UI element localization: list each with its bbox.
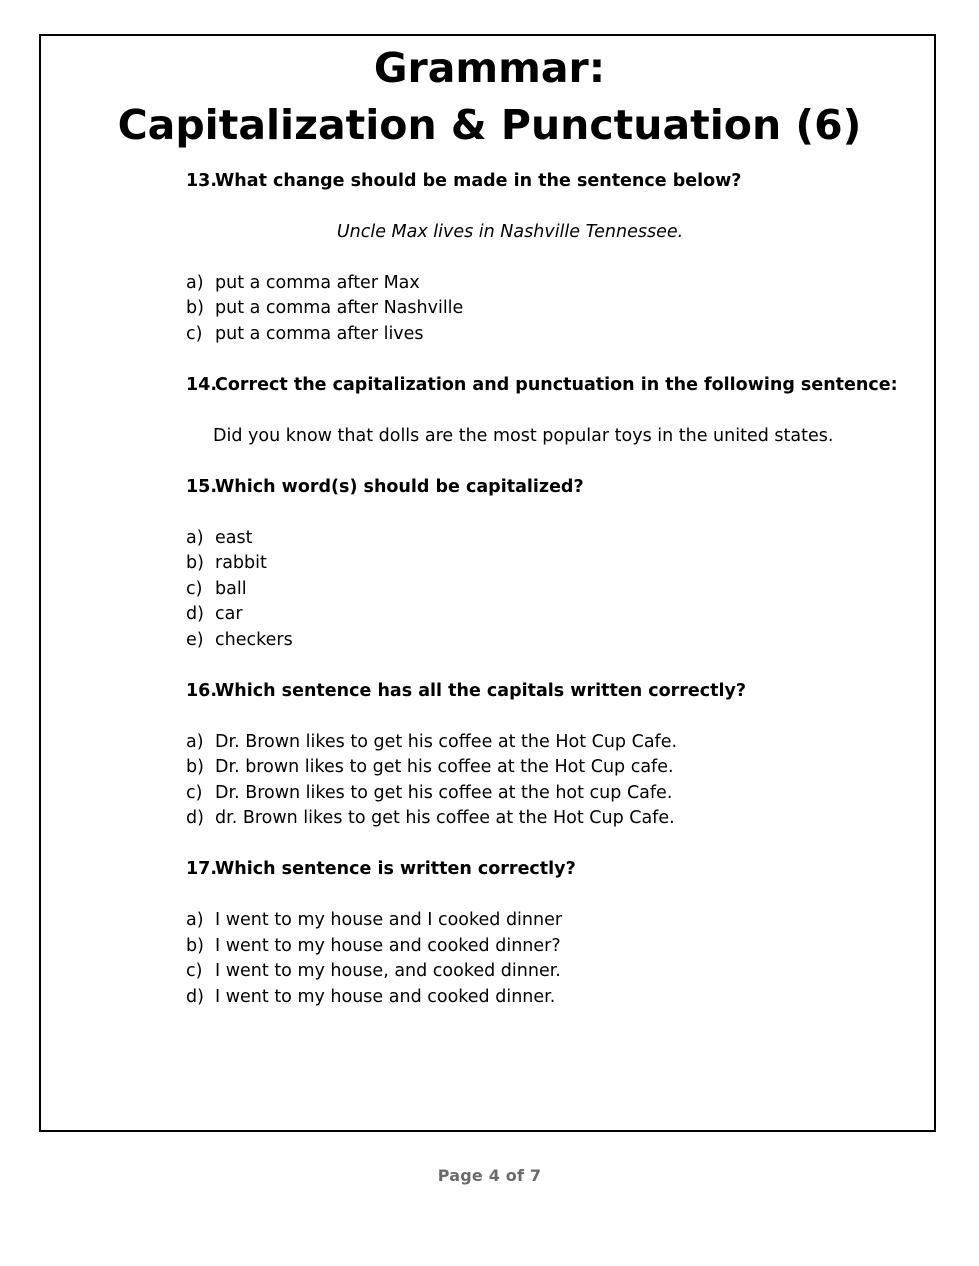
option-text: Dr. brown likes to get his coffee at the Hot Cup cafe. (215, 757, 674, 777)
option-letter: c) (186, 961, 203, 981)
option-text: put a comma after Nashville (215, 298, 464, 318)
question-number: 17. (186, 859, 218, 879)
option-letter: a) (186, 732, 204, 752)
question-14 (186, 372, 898, 398)
option-16c (186, 780, 672, 806)
option-letter: a) (186, 910, 204, 930)
option-letter: d) (186, 987, 204, 1007)
option-text: east (215, 528, 253, 548)
option-letter: d) (186, 808, 204, 828)
option-letter: a) (186, 528, 204, 548)
question-13-sentence: Uncle Max lives in Nashville Tennessee. (336, 222, 684, 242)
option-17c (186, 958, 561, 984)
option-text: I went to my house and I cooked dinner (215, 910, 563, 930)
option-letter: b) (186, 298, 204, 318)
page-number: Page 4 of 7 (437, 1166, 542, 1185)
question-15 (186, 474, 584, 500)
option-letter: c) (186, 579, 203, 599)
question-prompt: Which sentence has all the capitals written correctly? (215, 681, 747, 701)
question-number: 13. (186, 171, 218, 191)
option-text: I went to my house and cooked dinner? (215, 936, 561, 956)
option-text: Dr. Brown likes to get his coffee at the Hot Cup Cafe. (215, 732, 678, 752)
question-13 (186, 168, 741, 194)
option-15d (186, 601, 243, 627)
option-text: Dr. Brown likes to get his coffee at the hot cup Cafe. (215, 783, 673, 803)
option-text: checkers (215, 630, 293, 650)
option-16d (186, 805, 675, 831)
option-letter: b) (186, 757, 204, 777)
question-prompt: Which sentence is written correctly? (215, 859, 576, 879)
option-text: put a comma after Max (215, 273, 420, 293)
option-text: I went to my house, and cooked dinner. (215, 961, 561, 981)
option-letter: b) (186, 553, 204, 573)
option-text: rabbit (215, 553, 267, 573)
option-letter: d) (186, 604, 204, 624)
option-17d (186, 984, 555, 1010)
option-text: I went to my house and cooked dinner. (215, 987, 556, 1007)
option-15a (186, 525, 252, 551)
question-14-sentence: Did you know that dolls are the most popular toys in the united states. (213, 426, 834, 446)
question-prompt: What change should be made in the sentence below? (215, 171, 742, 191)
question-number: 15. (186, 477, 218, 497)
question-prompt: Correct the capitalization and punctuation in the following sentence: (215, 375, 898, 395)
option-13b (186, 295, 463, 321)
question-number: 16. (186, 681, 218, 701)
option-17b (186, 933, 561, 959)
option-text: ball (215, 579, 247, 599)
question-prompt: Which word(s) should be capitalized? (215, 477, 584, 497)
option-15b (186, 550, 267, 576)
option-text: put a comma after lives (215, 324, 424, 344)
option-15c (186, 576, 247, 602)
option-text: dr. Brown likes to get his coffee at the Hot Cup Cafe. (215, 808, 675, 828)
option-16a (186, 729, 677, 755)
option-13a (186, 270, 420, 296)
question-16 (186, 678, 746, 704)
page-title-line1: Grammar: (373, 44, 606, 92)
question-number: 14. (186, 375, 218, 395)
option-letter: a) (186, 273, 204, 293)
option-17a (186, 907, 562, 933)
option-letter: b) (186, 936, 204, 956)
option-text: car (215, 604, 243, 624)
option-13c (186, 321, 424, 347)
option-15e (186, 627, 293, 653)
option-letter: e) (186, 630, 204, 650)
option-16b (186, 754, 674, 780)
page-title-line2: Capitalization & Punctuation (6) (117, 101, 862, 149)
option-letter: c) (186, 324, 203, 344)
option-letter: c) (186, 783, 203, 803)
question-17 (186, 856, 576, 882)
